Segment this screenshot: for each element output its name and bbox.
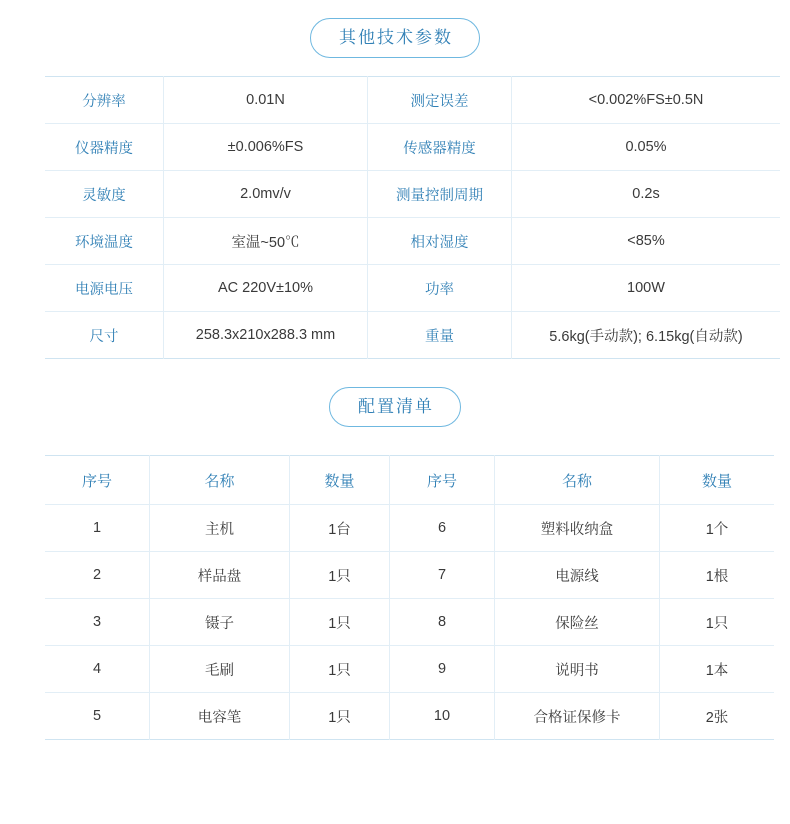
cell-qty: 1只: [290, 552, 390, 599]
spec-value: 2.0mv/v: [164, 171, 368, 218]
cell-qty: 1个: [660, 505, 775, 552]
spec-label: 相对湿度: [368, 218, 512, 265]
cell-qty: 1台: [290, 505, 390, 552]
cell-name: 电容笔: [150, 693, 290, 740]
cell-qty: 1只: [290, 693, 390, 740]
spec-label: 传感器精度: [368, 124, 512, 171]
cell-index: 4: [45, 646, 150, 693]
config-heading-label: 配置清单: [329, 387, 461, 427]
column-header: 数量: [660, 456, 775, 505]
spec-label: 尺寸: [45, 312, 164, 359]
cell-name: 毛刷: [150, 646, 290, 693]
cell-index: 9: [390, 646, 495, 693]
column-header: 名称: [495, 456, 660, 505]
spec-value: 5.6kg(手动款); 6.15kg(自动款): [512, 312, 781, 359]
specs-heading-label: 其他技术参数: [310, 18, 480, 58]
table-row: [45, 552, 774, 599]
spec-label: 测量控制周期: [368, 171, 512, 218]
cell-name: 主机: [150, 505, 290, 552]
spec-label: 功率: [368, 265, 512, 312]
config-table: [45, 455, 774, 740]
cell-name: 塑料收纳盒: [495, 505, 660, 552]
cell-index: 7: [390, 552, 495, 599]
config-heading-gap: [0, 427, 790, 455]
specs-heading: [0, 18, 790, 58]
specs-table-wrap: [0, 76, 790, 359]
cell-qty: 1只: [290, 646, 390, 693]
column-header: 序号: [45, 456, 150, 505]
spec-label: 分辨率: [45, 77, 164, 124]
spec-label: 测定误差: [368, 77, 512, 124]
spec-label: 重量: [368, 312, 512, 359]
spec-label: 仪器精度: [45, 124, 164, 171]
spec-value: 0.01N: [164, 77, 368, 124]
spec-value: 室温~50℃: [164, 218, 368, 265]
cell-qty: 1只: [660, 599, 775, 646]
cell-name: 说明书: [495, 646, 660, 693]
cell-index: 2: [45, 552, 150, 599]
column-header: 数量: [290, 456, 390, 505]
cell-name: 样品盘: [150, 552, 290, 599]
cell-name: 合格证保修卡: [495, 693, 660, 740]
spec-value: ±0.006%FS: [164, 124, 368, 171]
table-row: [45, 171, 780, 218]
cell-qty: 1根: [660, 552, 775, 599]
specs-table: [45, 76, 780, 359]
spec-value: AC 220V±10%: [164, 265, 368, 312]
table-row: [45, 124, 780, 171]
cell-qty: 2张: [660, 693, 775, 740]
table-row: [45, 646, 774, 693]
cell-index: 6: [390, 505, 495, 552]
specs-bottom-gap: [0, 359, 790, 387]
cell-name: 保险丝: [495, 599, 660, 646]
table-row: [45, 265, 780, 312]
cell-name: 电源线: [495, 552, 660, 599]
cell-index: 3: [45, 599, 150, 646]
table-row: [45, 599, 774, 646]
table-row: [45, 77, 780, 124]
spec-value: 0.05%: [512, 124, 781, 171]
spec-value: 100W: [512, 265, 781, 312]
column-header: 序号: [390, 456, 495, 505]
spec-label: 环境温度: [45, 218, 164, 265]
config-table-wrap: [0, 455, 790, 740]
cell-name: 镊子: [150, 599, 290, 646]
spec-value: 0.2s: [512, 171, 781, 218]
table-row: [45, 218, 780, 265]
spec-value: <0.002%FS±0.5N: [512, 77, 781, 124]
top-spacer: [0, 0, 790, 18]
cell-index: 8: [390, 599, 495, 646]
table-header-row: [45, 456, 774, 505]
spec-label: 灵敏度: [45, 171, 164, 218]
config-heading: [0, 387, 790, 427]
table-row: [45, 693, 774, 740]
table-row: [45, 312, 780, 359]
specs-heading-gap: [0, 58, 790, 76]
cell-qty: 1只: [290, 599, 390, 646]
cell-qty: 1本: [660, 646, 775, 693]
table-row: [45, 505, 774, 552]
spec-value: <85%: [512, 218, 781, 265]
spec-label: 电源电压: [45, 265, 164, 312]
spec-value: 258.3x210x288.3 mm: [164, 312, 368, 359]
cell-index: 1: [45, 505, 150, 552]
cell-index: 5: [45, 693, 150, 740]
column-header: 名称: [150, 456, 290, 505]
cell-index: 10: [390, 693, 495, 740]
